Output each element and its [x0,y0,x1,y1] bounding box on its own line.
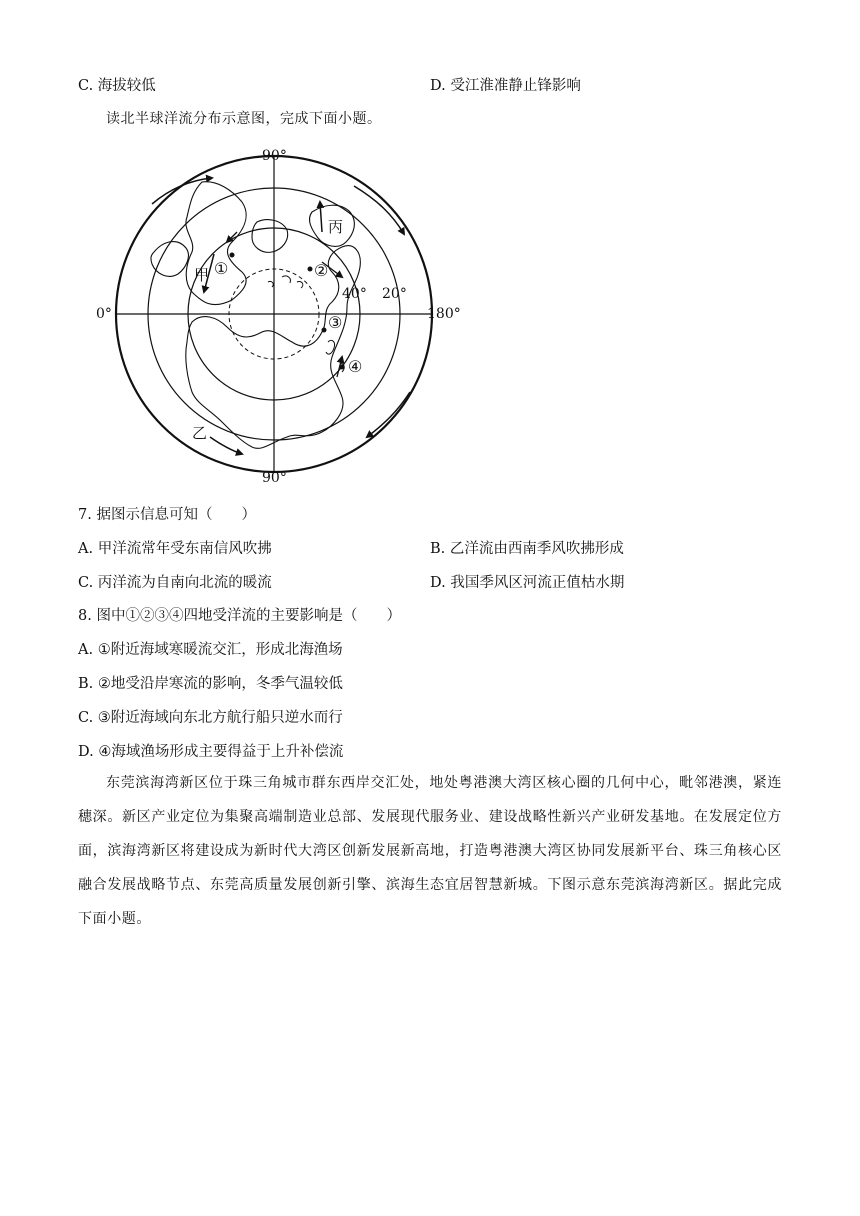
passage-text: 东莞滨海湾新区位于珠三角城市群东西岸交汇处，地处粤港澳大湾区核心圈的几何中心，毗邻港澳，紧连穗深。新区产业定位为集聚高端制造业总部、发展现代服务业、建设战略性新兴产业研发基地。在发展定位方面，滨海湾新区将建设成为新时代大湾区创新发展新高地，打造粤港澳大湾区协同发展新平台、珠三角核心区融合发展战略节点、东莞高质量发展创新引擎、滨海生态宜居智慧新城。下图示意东莞滨海湾新区。据此完成下面小题。 [78,775,782,927]
q7-option-d: D. 我国季风区河流正值枯水期 [430,575,625,591]
site-3-label: ③ [328,313,343,332]
label-180: 180° [427,306,461,322]
current-bing-arrow [320,202,322,232]
ocean-current-map [92,142,462,487]
site-3-dot [322,328,327,333]
q7-stem: 7. 据图示信息可知（ ） [78,507,256,523]
greenland-coast [252,220,288,253]
outer-current-arrow-se [367,392,410,437]
label-90-bottom: 90° [262,470,287,486]
label-0: 0° [96,306,112,322]
current-jia-label: 甲 [194,266,210,284]
q8-option-d: D. ④海域渔场形成主要得益于上升补偿流 [78,744,344,760]
label-40: 40° [342,286,367,302]
q8-option-b: B. ②地受沿岸寒流的影响，冬季气温较低 [78,676,343,692]
site-2-label: ② [314,261,329,280]
q7-option-c: C. 丙洋流为自南向北流的暖流 [78,575,272,591]
option-d-prev: D. 受江淮准静止锋影响 [430,78,581,94]
current-yi-arrow [210,437,242,454]
q8-option-a: A. ①附近海域寒暖流交汇，形成北海渔场 [78,642,343,658]
label-20: 20° [382,286,407,302]
option-c-prev: C. 海拔较低 [78,78,156,94]
site-1-dot [230,253,235,258]
q7-option-a: A. 甲洋流常年受东南信风吹拂 [78,541,272,557]
site-4-label: ④ [348,357,363,376]
q8-stem: 8. 图中①②③④四地受洋流的主要影响是（ ） [78,608,401,624]
arctic-islands [268,276,303,288]
north-america-coast [186,182,246,305]
site-4-dot [340,365,345,370]
current-yi-label: 乙 [192,424,208,442]
q7-option-b: B. 乙洋流由西南季风吹拂形成 [430,541,624,557]
north-pacific-coast [151,242,188,277]
site-1-label: ① [214,259,229,278]
site-2-dot [308,267,313,272]
q8-option-c: C. ③附近海域向东北方航行船只逆水而行 [78,710,343,726]
map-intro: 读北半球洋流分布示意图，完成下面小题。 [106,111,382,127]
label-90-top: 90° [262,148,287,164]
current-bing-label: 丙 [328,218,344,236]
outer-current-arrow-ne [354,186,404,234]
